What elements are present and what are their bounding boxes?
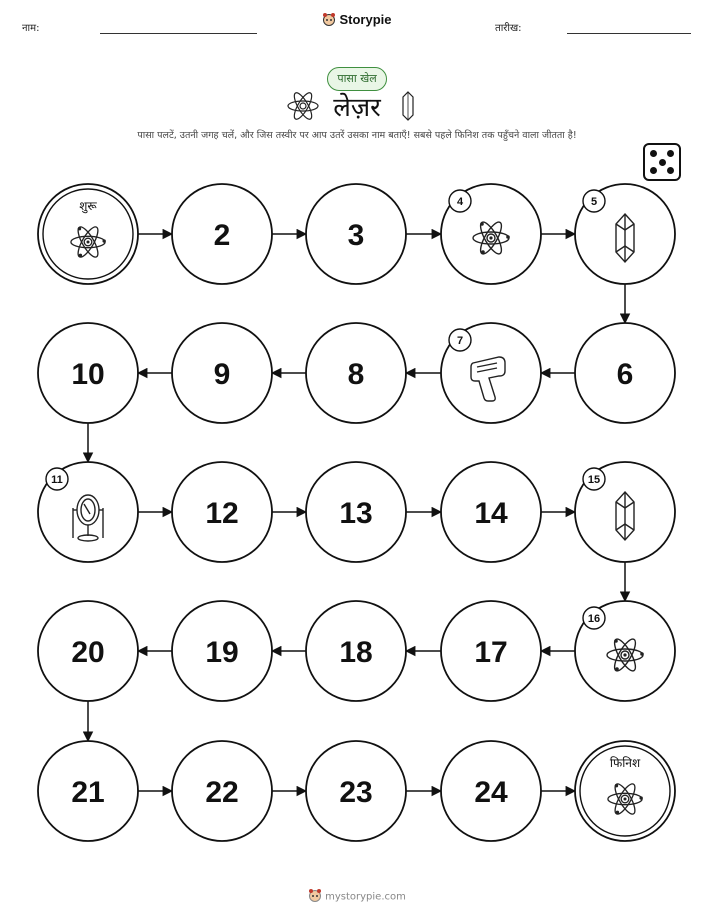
space-number-badge: 16 [587, 613, 601, 625]
brand-name: Storypie [339, 12, 392, 27]
space-number: 19 [205, 636, 239, 669]
board-space-3 [306, 184, 406, 284]
space-number: 3 [347, 219, 365, 252]
board-space-7 [441, 323, 541, 423]
board-space-12 [172, 462, 272, 562]
board-space-13 [306, 462, 406, 562]
board-space-25 [575, 741, 675, 841]
finish-label: फिनिश [609, 756, 641, 770]
storypie-logo-icon [308, 888, 322, 905]
board-space-2 [172, 184, 272, 284]
name-label: नाम: [22, 23, 40, 34]
space-number: 18 [339, 636, 373, 669]
board-space-22 [172, 741, 272, 841]
board-space-11 [38, 462, 138, 562]
crystal-icon [616, 214, 634, 262]
space-number: 10 [71, 358, 105, 391]
board-space-23 [306, 741, 406, 841]
board-space-21 [38, 741, 138, 841]
space-number: 22 [205, 776, 239, 809]
space-number-badge: 15 [587, 474, 601, 486]
space-number: 13 [339, 497, 373, 530]
space-number: 20 [71, 636, 105, 669]
board-space-19 [172, 601, 272, 701]
board-space-18 [306, 601, 406, 701]
board-space-6 [575, 323, 675, 423]
start-label: शुरू [79, 199, 97, 213]
space-number: 8 [347, 358, 365, 391]
space-number-badge: 5 [590, 196, 598, 208]
board-space-14 [441, 462, 541, 562]
instructions: पासा पलटें, उतनी जगह चलें, और जिस तस्वीर पर आप उतरें उसका नाम बताएँ! सबसे पहले फिनिश तक पहुँचने वाला जीतता है! [137, 130, 577, 141]
space-number: 21 [71, 776, 105, 809]
space-number-badge: 11 [51, 474, 63, 486]
date-label: तारीख: [495, 23, 522, 34]
space-number: 12 [205, 497, 239, 530]
board-space-9 [172, 323, 272, 423]
board-space-16 [575, 601, 675, 701]
space-number: 6 [616, 358, 634, 391]
board-space-1 [38, 184, 138, 284]
space-number: 9 [213, 358, 231, 391]
space-number: 2 [213, 219, 231, 252]
space-number: 24 [474, 776, 508, 809]
space-number: 14 [474, 497, 508, 530]
space-number: 17 [474, 636, 508, 669]
board-space-20 [38, 601, 138, 701]
board-space-24 [441, 741, 541, 841]
game-type-badge: पासा खेल [327, 67, 387, 91]
space-number-badge: 7 [456, 335, 464, 347]
board-space-17 [441, 601, 541, 701]
page-title: लेज़र [333, 93, 381, 123]
space-number-badge: 4 [456, 196, 464, 208]
footer [0, 888, 714, 905]
footer-url: mystorypie.com [325, 891, 406, 903]
board-space-10 [38, 323, 138, 423]
board-space-8 [306, 323, 406, 423]
board-space-5 [575, 184, 675, 284]
board-space-4 [441, 184, 541, 284]
crystal-icon [616, 492, 634, 540]
board-space-15 [575, 462, 675, 562]
space-number: 23 [339, 776, 373, 809]
